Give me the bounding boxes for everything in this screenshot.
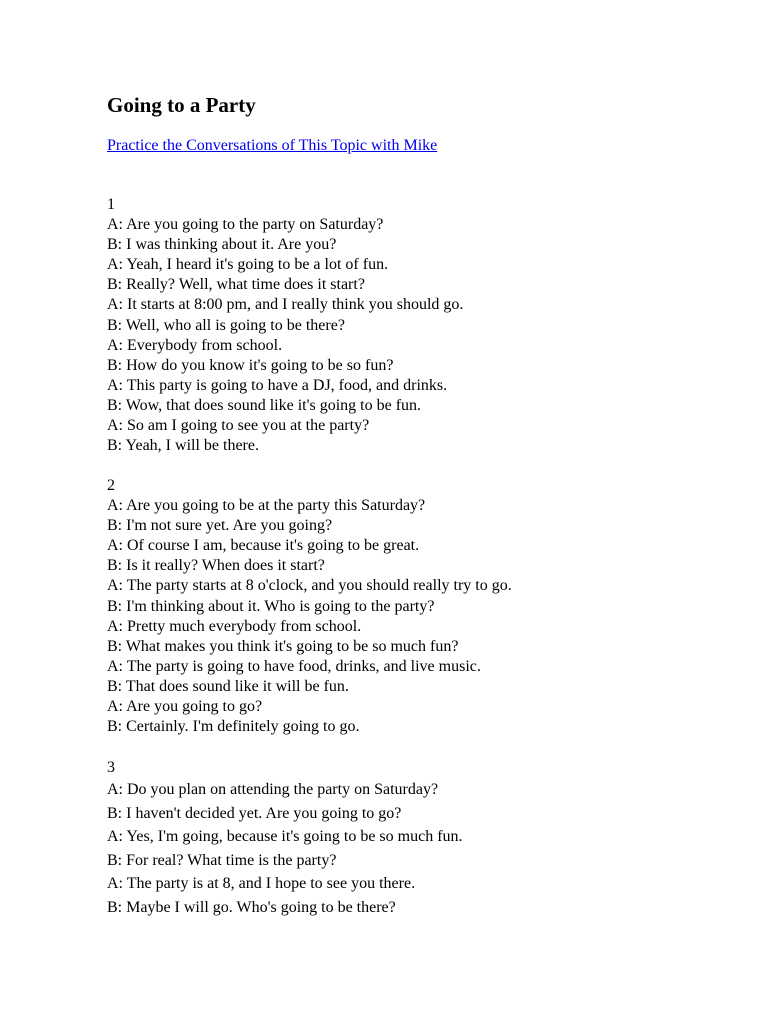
dialogue-line: A: Are you going to be at the party this Saturday? <box>107 497 426 515</box>
dialogue-line: A: Everybody from school. <box>107 336 283 354</box>
dialogue-line: B: Wow, that does sound like it's going to be fun. <box>107 396 422 414</box>
dialogue-line: B: What makes you think it's going to be so much fun? <box>107 637 459 655</box>
dialogue-line: A: Are you going to the party on Saturday? <box>107 216 384 234</box>
conversation-number: 2 <box>107 477 115 494</box>
dialogue-line: B: For real? What time is the party? <box>107 851 337 869</box>
dialogue-line: A: Of course I am, because it's going to be great. <box>107 537 420 555</box>
conversation-2 <box>107 476 747 737</box>
dialogue-line: B: I'm not sure yet. Are you going? <box>107 517 333 535</box>
dialogue-line: A: This party is going to have a DJ, food, and drinks. <box>107 376 448 394</box>
dialogue-line: A: The party is at 8, and I hope to see you there. <box>107 875 416 892</box>
dialogue-line: A: Are you going to go? <box>107 698 263 716</box>
dialogue-line: B: Maybe I will go. Who's going to be there? <box>107 898 396 916</box>
dialogue-line: A: So am I going to see you at the party? <box>107 417 370 435</box>
dialogue-line: A: Yeah, I heard it's going to be a lot of fun. <box>107 256 389 274</box>
dialogue-line: B: How do you know it's going to be so fun? <box>107 356 394 374</box>
dialogue-line: A: The party starts at 8 o'clock, and you should really try to go. <box>107 577 512 595</box>
dialogue-line: B: Really? Well, what time does it start? <box>107 276 365 294</box>
dialogue-line: B: Yeah, I will be there. <box>107 437 259 455</box>
dialogue-line: B: I'm thinking about it. Who is going to the party? <box>107 597 435 615</box>
dialogue-line: A: Yes, I'm going, because it's going to be so much fun. <box>107 828 463 845</box>
dialogue-line: A: The party is going to have food, drinks, and live music. <box>107 657 481 675</box>
dialogue-line: B: Certainly. I'm definitely going to go. <box>107 718 360 736</box>
dialogue-line: B: Is it really? When does it start? <box>107 557 325 575</box>
dialogue-line: B: I haven't decided yet. Are you going to go? <box>107 804 402 822</box>
dialogue-line: B: I was thinking about it. Are you? <box>107 236 337 254</box>
conversation-number: 3 <box>107 759 115 776</box>
dialogue-line: A: Do you plan on attending the party on Saturday? <box>107 781 439 798</box>
page-title: Going to a Party <box>107 93 256 117</box>
conversation-3 <box>107 757 747 919</box>
dialogue-line: B: That does sound like it will be fun. <box>107 677 349 695</box>
dialogue-line: B: Well, who all is going to be there? <box>107 316 345 334</box>
dialogue-line: A: It starts at 8:00 pm, and I really think you should go. <box>107 296 464 314</box>
conversation-1 <box>107 195 747 456</box>
dialogue-line: A: Pretty much everybody from school. <box>107 617 362 635</box>
conversation-number: 1 <box>107 196 115 213</box>
practice-conversations-link[interactable]: Practice the Conversations of This Topic with Mike <box>107 137 438 154</box>
